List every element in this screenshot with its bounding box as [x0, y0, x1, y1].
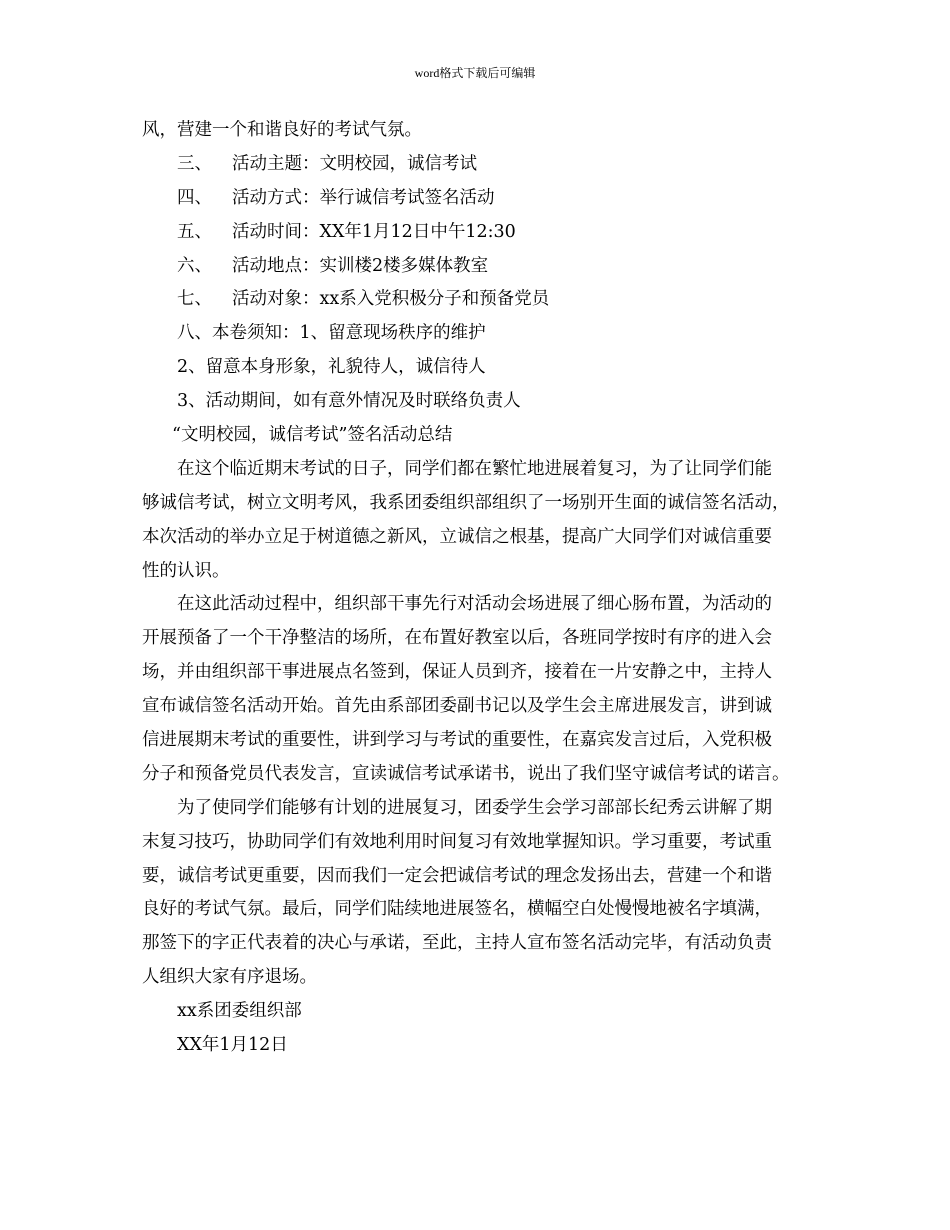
list-number: 六、: [177, 255, 212, 276]
paragraph-line: 信进展期末考试的重要性，讲到学习与考试的重要性，在嘉宾发言过后，入党积极: [142, 730, 772, 751]
text-line: 风，营建一个和谐良好的考试气氛。: [142, 120, 422, 140]
paragraph-line: 分子和预备党员代表发言，宣读诚信考试承诺书，说出了我们坚守诚信考试的诺言。: [142, 763, 790, 784]
section-title: “文明校园，诚信考试”签名活动总结: [172, 425, 453, 446]
paragraph-line: 本次活动的举办立足于树道德之新风，立诚信之根基，提高广大同学们对诚信重要: [142, 526, 772, 547]
paragraph-line: 那签下的字正代表着的决心与承诺，至此，主持人宣布签名活动完毕，有活动负责: [142, 933, 772, 954]
paragraph-line: 场，并由组织部干事进展点名签到，保证人员到齐，接着在一片安静之中，主持人: [142, 662, 772, 683]
notice-line: 2、留意本身形象，礼貌待人，诚信待人: [177, 357, 486, 378]
list-number: 五、: [177, 221, 212, 242]
notice-line: 3、活动期间，如有意外情况及时联络负责人: [177, 391, 521, 412]
paragraph-line: 人组织大家有序退场。: [142, 967, 317, 988]
list-text: 活动对象：xx系入党积极分子和预备党员: [232, 289, 550, 310]
list-item: [142, 250, 822, 284]
list-item: [142, 148, 822, 182]
list-number: 四、: [177, 187, 212, 208]
list-item: [142, 216, 822, 250]
list-text: 活动地点：实训楼2楼多媒体教室: [232, 255, 489, 276]
paragraph-line: 良好的考试气氛。最后，同学们陆续地进展签名，横幅空白处慢慢地被名字填满，: [142, 899, 772, 920]
list-text: 活动时间：XX年1月12日中午12:30: [232, 221, 516, 242]
paragraph-line: 在这个临近期末考试的日子，同学们都在繁忙地进展着复习，为了让同学们能: [177, 458, 772, 479]
signature-date: XX年1月12日: [177, 1035, 288, 1056]
paragraph-line: 在这此活动过程中，组织部干事先行对活动会场进展了细心肠布置，为活动的: [177, 594, 772, 615]
list-text: 活动主题：文明校园，诚信考试: [232, 153, 477, 174]
list-number: 七、: [177, 289, 212, 310]
notice-line: 八、本卷须知：1、留意现场秩序的维护: [177, 323, 486, 344]
paragraph-line: 宣布诚信签名活动开始。首先由系部团委副书记以及学生会主席进展发言，讲到诚: [142, 696, 772, 717]
paragraph-line: 够诚信考试，树立文明考风，我系团委组织部组织了一场别开生面的诚信签名活动，: [142, 492, 790, 513]
paragraph-line: 末复习技巧，协助同学们有效地利用时间复习有效地掌握知识。学习重要，考试重: [142, 831, 772, 852]
signature-organization: xx系团委组织部: [177, 1001, 302, 1022]
list-item: [142, 283, 822, 317]
paragraph-line: 性的认识。: [142, 560, 230, 581]
list-text: 活动方式：举行诚信考试签名活动: [232, 187, 495, 208]
page-header: word格式下载后可编辑: [414, 66, 536, 80]
paragraph-line: 为了使同学们能够有计划的进展复习，团委学生会学习部部长纪秀云讲解了期: [177, 797, 772, 818]
list-number: 三、: [177, 153, 212, 174]
document-body: [142, 114, 822, 1063]
paragraph-line: 开展预备了一个干净整洁的场所，在布置好教室以后，各班同学按时有序的进入会: [142, 628, 772, 649]
paragraph-line: 要，诚信考试更重要，因而我们一定会把诚信考试的理念发扬出去，营建一个和谐: [142, 865, 772, 886]
list-item: [142, 182, 822, 216]
